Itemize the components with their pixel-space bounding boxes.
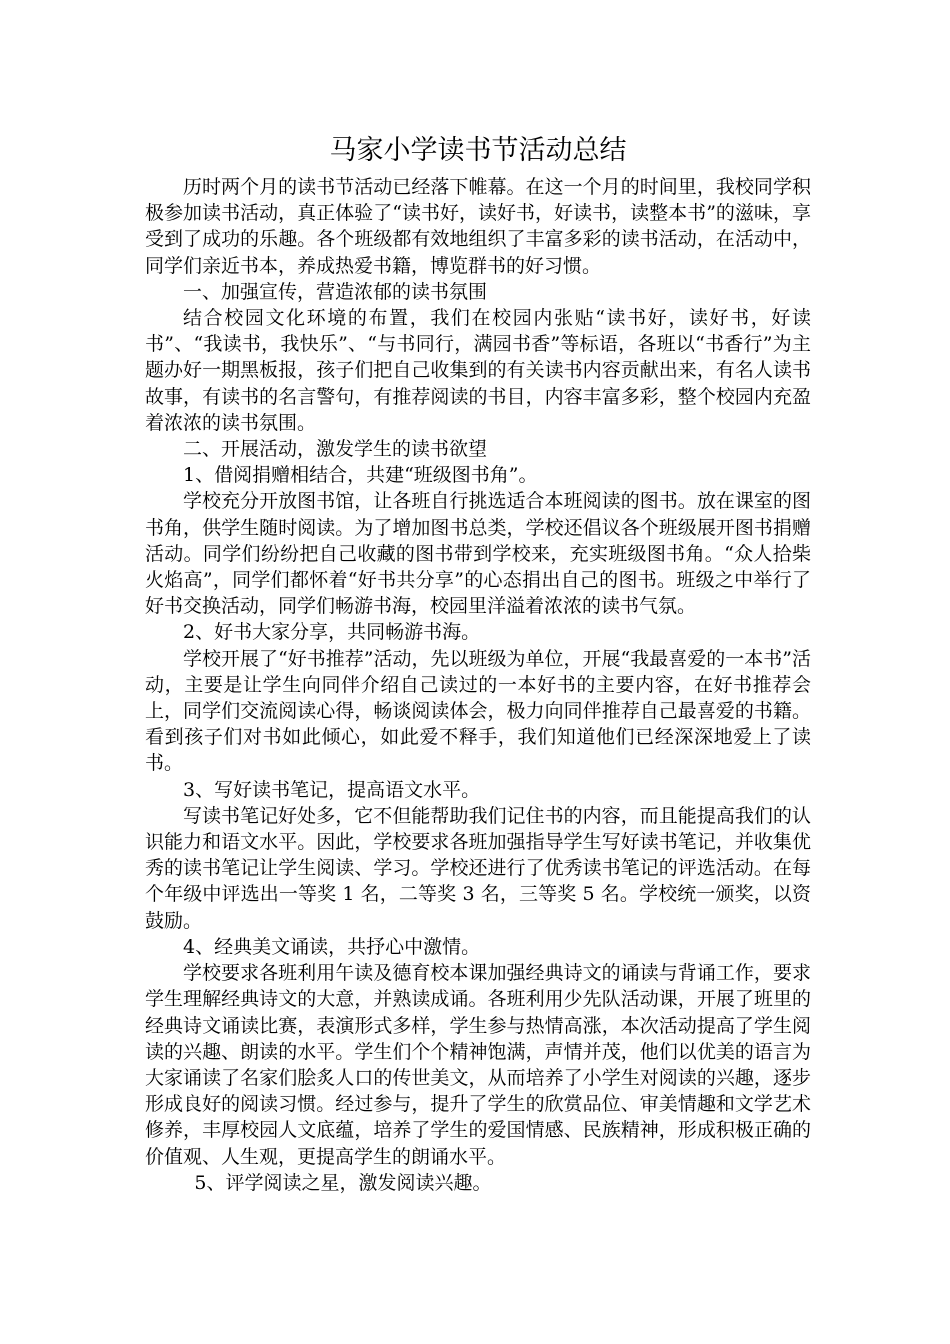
paragraph-intro: 历时两个月的读书节活动已经落下帷幕。在这一个月的时间里，我校同学积极参加读书活动，真正体验了“读书好，读好书，好读书，读整本书”的滋味，享受到了成功的乐趣。各个班级都有效地组织了丰富多彩的读书活动，在活动中，同学们亲近书本，养成热爱书籍，博览群书的好习惯。 [145,176,811,277]
subheading-1: 1、借阅捐赠相结合，共建“班级图书角”。 [183,464,538,487]
section-heading-2: 二、开展活动，激发学生的读书欲望 [183,438,488,461]
subheading-5: 5、评学阅读之星，激发阅读兴趣。 [194,1171,492,1194]
document-body [145,128,811,1196]
section-heading-1: 一、加强宣传，营造浓郁的读书氛围 [183,280,488,303]
subheading-3: 3、写好读书笔记，提高语文水平。 [183,778,481,801]
paragraph-publicity: 结合校园文化环境的布置，我们在校园内张贴“读书好，读好书，好读书”、“我读书，我快乐”、“与书同行，满园书香”等标语，各班以“书香行”为主题办好一期黑板报，孩子们把自己收集到的有关读书内容贡献出来，有名人读书故事，有读书的名言警句，有推荐阅读的书目，内容丰富多彩，整个校园内充盈着浓浓的读书氛围。 [145,307,811,434]
paragraph-book-corner: 学校充分开放图书馆，让各班自行挑选适合本班阅读的图书。放在课室的图书角，供学生随时阅读。为了增加图书总类，学校还倡议各个班级展开图书捐赠活动。同学们纷纷把自己收藏的图书带到学校来，充实班级图书角。“众人拾柴火焰高”，同学们都怀着“好书共分享”的心态捐出自己的图书。班级之中举行了好书交换活动，同学们畅游书海，校园里洋溢着浓浓的读书气氛。 [145,490,811,618]
paragraph-classic-recitation: 学校要求各班利用午读及德育校本课加强经典诗文的诵读与背诵工作，要求学生理解经典诗文的大意，并熟读成诵。各班利用少先队活动课，开展了班里的经典诗文诵读比赛，表演形式多样，学生参与热情高涨，本次活动提高了学生阅读的兴趣、朗读的水平。学生们个个精神饱满，声情并茂，他们以优美的语言为大家诵读了名家们脍炙人口的传世美文，从而培养了小学生对阅读的兴趣，逐步形成良好的阅读习惯。经过参与，提升了学生的欣赏品位、审美情趣和文学艺术修养，丰厚校园人文底蕴，培养了学生的爱国情感、民族精神，形成积极正确的价值观、人生观，更提高学生的朗诵水平。 [145,962,811,1168]
subheading-4: 4、经典美文诵读，共抒心中激情。 [183,935,481,958]
document-title: 马家小学读书节活动总结 [329,135,627,166]
paragraph-reading-notes: 写读书笔记好处多，它不但能帮助我们记住书的内容，而且能提高我们的认识能力和语文水平。因此，学校要求各班加强指导学生写好读书笔记，并收集优秀的读书笔记让学生阅读、学习。学校还进行了优秀读书笔记的评选活动。在每个年级中评选出一等奖 1 名，二等奖 3 名，三等奖 5 名。学校统一颁奖，以资鼓励。 [145,804,811,932]
subheading-2: 2、好书大家分享，共同畅游书海。 [183,621,481,644]
paragraph-book-sharing: 学校开展了“好书推荐”活动，先以班级为单位，开展“我最喜爱的一本书”活动，主要是让学生向同伴介绍自己读过的一本好书的主要内容，在好书推荐会上，同学们交流阅读心得，畅谈阅读体会，极力向同伴推荐自己最喜爱的书籍。看到孩子们对书如此倾心，如此爱不释手，我们知道他们已经深深地爱上了读书。 [145,647,811,775]
